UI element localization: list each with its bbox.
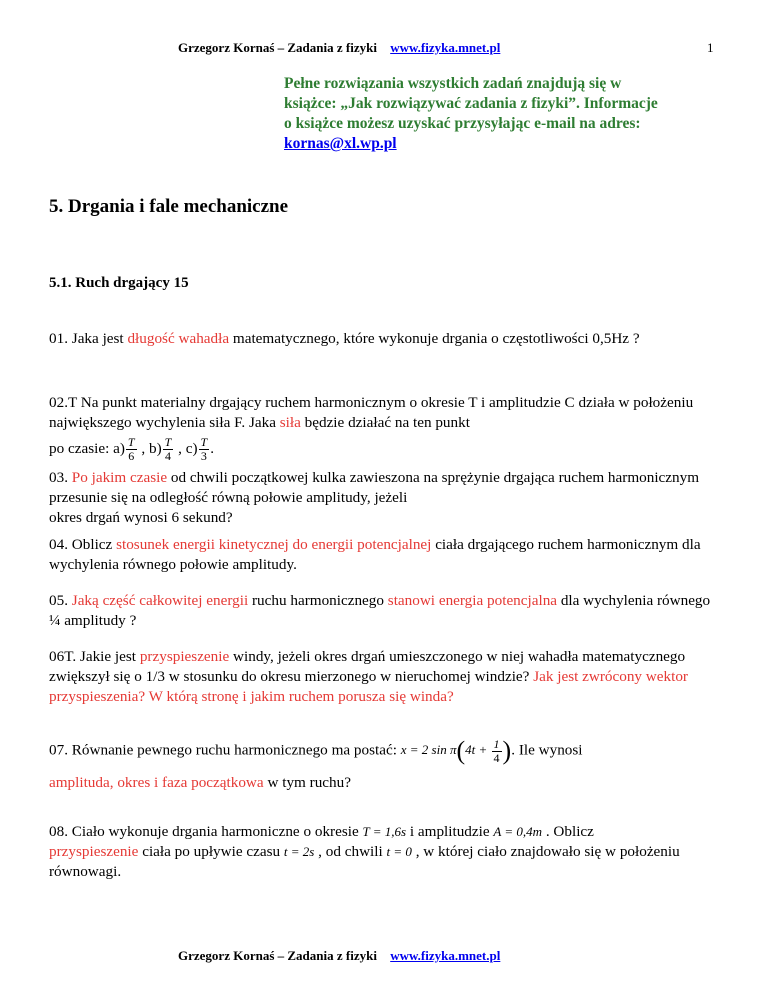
task-01: 01. Jaka jest długość wahadła matematycznego, które wykonuje drgania o częstotliwości 0,5Hz ? [49, 330, 640, 347]
task-keyword: Jaką część całkowitej energii [71, 592, 249, 609]
equation: T = 1,6s [362, 824, 407, 839]
task-07: 07. Równanie pewnego ruchu harmonicznego ma postać: x = 2 sin π(4t + $\frac{1}{4}$ ). Ile wynosi [49, 736, 583, 766]
task-keyword: przyspieszenie [49, 843, 139, 860]
page-header [178, 40, 500, 56]
promo-line: Pełne rozwiązania wszystkich zadań znajdują się w [284, 75, 622, 92]
task-keyword: siła [279, 414, 301, 431]
task-keyword: przyspieszenie [139, 648, 230, 665]
task-07-cont: amplituda, okres i faza początkowa w tym ruchu? [49, 774, 351, 791]
promo-line: książce: „Jak rozwiązywać zadania z fizyki”. Informacje [284, 95, 658, 112]
task-keyword: Po jakim czasie [71, 469, 168, 486]
promo-line: o książce możesz uzyskać przysyłając e-mail na adres: [284, 115, 641, 132]
task-keyword: długość wahadła [127, 330, 230, 347]
task-04: 04. Oblicz stosunek energii kinetycznej do energii potencjalnej ciała drgającego ruchem harmonicznym dla wychylenia równego połowie amplitudy. [49, 536, 701, 573]
header-author: Grzegorz Kornaś – Zadania z fizyki [178, 40, 377, 55]
task-keyword: amplituda, okres i faza początkowa [49, 774, 264, 791]
task-06: 06T. Jakie jest przyspieszenie windy, jeżeli okres drgań umieszczonego w niej wahadła matematycznego zwiększył się o 1/3 w stosunku do okresu mierzonego w nieruchomej windzie? Jak jest zwrócony wektor przyspieszenia? W którą stronę i jakim ruchem porusza się winda? [49, 648, 688, 705]
header-site-link[interactable]: www.fizyka.mnet.pl [390, 40, 501, 55]
equation: t = 2s [283, 844, 315, 859]
page-footer [178, 948, 500, 964]
page-number: 1 [707, 40, 714, 55]
equation: x = 2 sin π(4t + $\frac{1}{4}$ ) [400, 736, 512, 766]
task-02: 02.T Na punkt materialny drgający ruchem harmonicznym o okresie T i amplitudzie C działa w położeniu największego wychylenia siła F. Jaka siła będzie działać na ten punkt [49, 394, 694, 431]
equation: A = 0,4m [493, 824, 543, 839]
footer-site-link[interactable]: www.fizyka.mnet.pl [390, 948, 501, 963]
task-05: 05. Jaką część całkowitej energii ruchu harmonicznego stanowi energia potencjalna dla wychylenia równego ¼ amplitudy ? [49, 592, 711, 629]
equation: t = 0 [386, 844, 412, 859]
fraction: $\frac{T}{6}$ [127, 435, 135, 463]
task-keyword: stosunek energii kinetycznej do energii potencjalnej [116, 536, 432, 553]
footer-author: Grzegorz Kornaś – Zadania z fizyki [178, 948, 377, 963]
promo-email-link[interactable]: kornas@xl.wp.pl [284, 135, 397, 152]
fraction: $\frac{T}{4}$ [164, 435, 172, 463]
task-keyword: stanowi energia potencjalna [387, 592, 558, 609]
fraction: $\frac{T}{3}$ [200, 435, 208, 463]
task-03: 03. Po jakim czasie od chwili początkowej kulka zawieszona na sprężynie drgająca ruchem harmonicznym przesunie się na odległość równą połowie amplitudy, jeżeli okres drgań wynosi 6 sekund? [49, 469, 700, 526]
chapter-title: 5. Drgania i fale mechaniczne [49, 196, 289, 217]
task-keyword: Jak jest zwrócony wektor przyspieszenia? W którą stronę i jakim ruchem porusza się winda? [49, 668, 688, 705]
section-title: 5.1. Ruch drgający 15 [49, 275, 189, 291]
task-02-options: po czasie: a) $\frac{T}{6}$ , b) $\frac{T}{4}$ , c) $\frac{T}{3}$ . [49, 435, 215, 463]
task-08: 08. Ciało wykonuje drgania harmoniczne o okresie T = 1,6s i amplitudzie A = 0,4m . Oblicz przyspieszenie ciała po upływie czasu t = 2s , od chwili t = 0 , w której ciało znajdowało się w położeniu równowagi. [49, 823, 680, 880]
promo-box [284, 74, 724, 154]
